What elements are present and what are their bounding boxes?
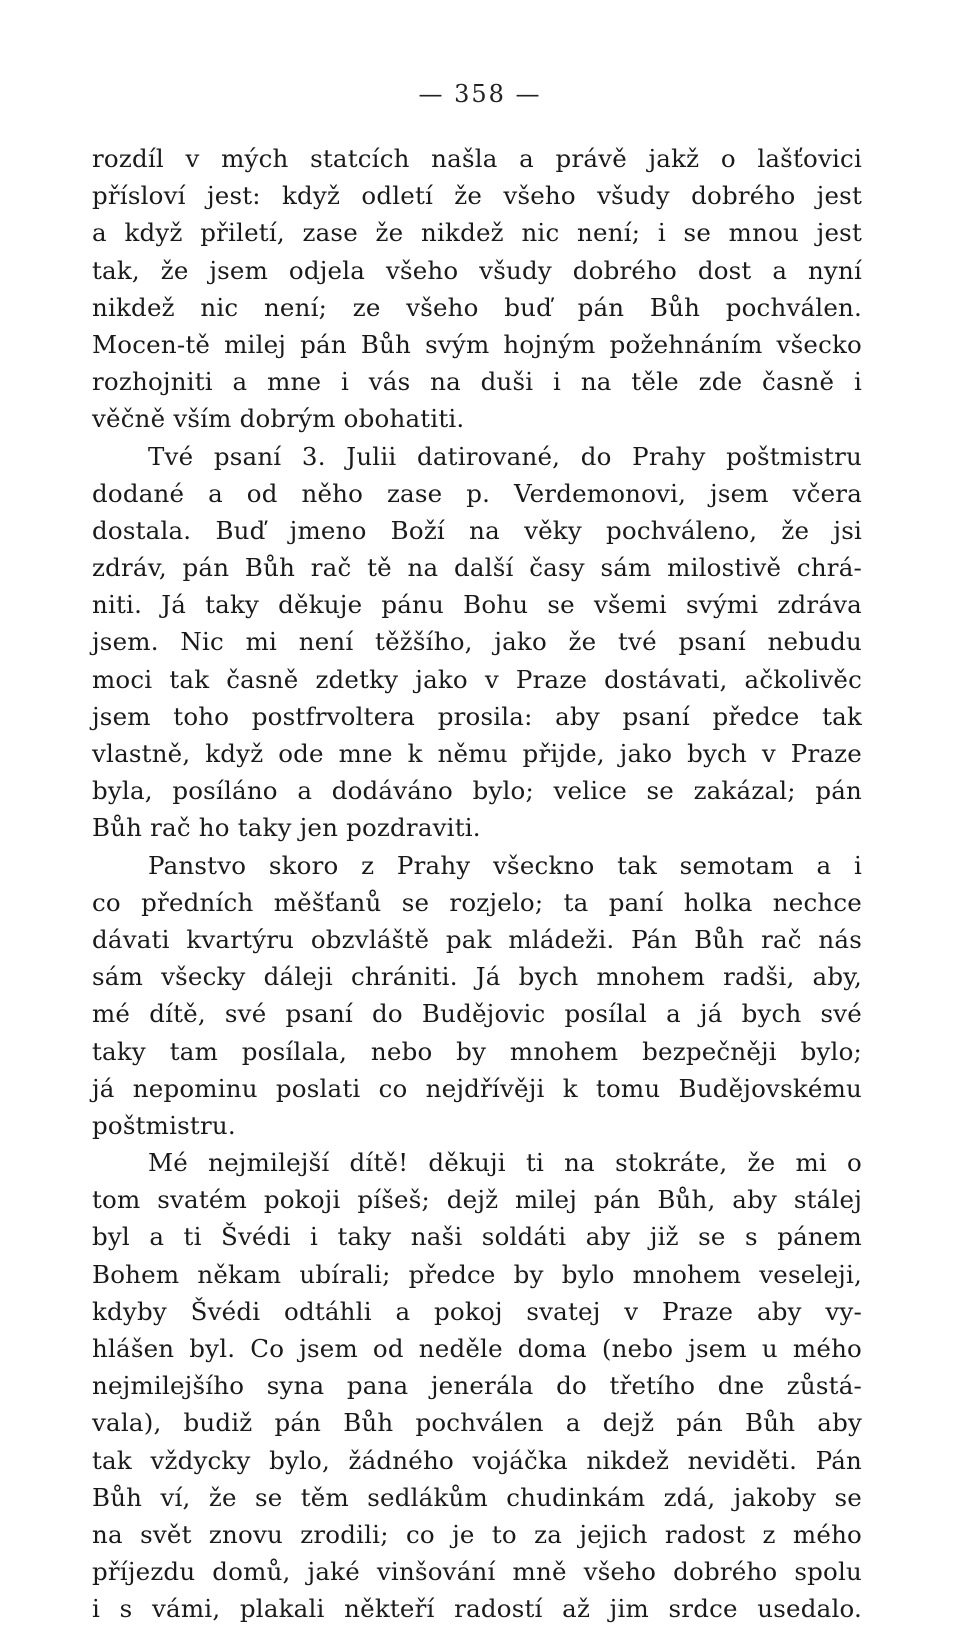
text-line: dodané a od něho zase p. Verdemonovi, jsem včera <box>92 478 862 508</box>
text-line: nejmilejšího syna pana jenerála do třetího dne zůstá- <box>92 1371 862 1401</box>
text-line: moci tak časně zdetky jako v Praze dostávati, ačkolivěc <box>92 664 862 694</box>
text-line: byla, posíláno a dodáváno bylo; velice se zakázal; pán <box>92 776 862 806</box>
text-line: dávati kvartýru obzvláště pak mládeži. Pán Bůh rač nás <box>92 924 862 954</box>
text-line: Mé nejmilejší dítě! děkuji ti na stokráte, že mi o <box>148 1148 862 1178</box>
body-text <box>92 140 862 1628</box>
text-line: tom svatém pokoji píšeš; dejž milej pán Bůh, aby stálej <box>92 1185 862 1215</box>
text-line: rozdíl v mých statcích našla a právě jakž o lašťovici <box>92 144 862 173</box>
text-line: příjezdu domů, jaké vinšování mně všeho dobrého spolu <box>92 1557 862 1587</box>
text-line: rozhojniti a mne i vás na duši i na těle zde časně i <box>92 367 862 397</box>
text-line: taky tam posílala, nebo by mnohem bezpečněji bylo; <box>92 1036 862 1066</box>
text-line: niti. Já taky děkuje pánu Bohu se všemi svými zdráva <box>92 590 862 620</box>
text-line: přísloví jest: když odletí že všeho všudy dobrého jest <box>92 181 862 211</box>
text-line: nikdež nic není; ze všeho buď pán Bůh pochválen. <box>92 292 862 322</box>
text-line: Mocen-tě milej pán Bůh svým hojným požehnáním všecko <box>92 329 862 359</box>
page-number: — 358 — <box>418 80 542 108</box>
text-line: i s vámi, plakali někteří radostí až jim srdce usedalo. <box>92 1594 862 1624</box>
text-line: tak vždycky bylo, žádného vojáčka nikdež neviděti. Pán <box>92 1445 862 1475</box>
text-line: Bůh rač ho taky jen pozdraviti. <box>92 813 481 843</box>
text-line: kdyby Švédi odtáhli a pokoj svatej v Praze aby vy- <box>92 1296 862 1326</box>
text-line: sám všecky dáleji chrániti. Já bych mnohem radši, aby, <box>92 962 862 992</box>
text-line: věčně vším dobrým obohatiti. <box>92 404 465 434</box>
text-line: Bohem někam ubírali; předce by bylo mnohem veseleji, <box>92 1259 862 1289</box>
text-line: a když přiletí, zase že nikdež nic není; i se mnou jest <box>92 218 862 248</box>
text-line: poštmistru. <box>92 1110 236 1140</box>
text-line: jsem toho postfrvoltera prosila: aby psaní předce tak <box>92 701 862 731</box>
text-line: mé dítě, své psaní do Budějovic posílal a já bych své <box>92 999 862 1029</box>
text-line: dostala. Buď jmeno Boží na věky pochváleno, že jsi <box>92 515 862 545</box>
text-line: Panstvo skoro z Prahy všeckno tak semotam a i <box>148 850 862 880</box>
text-line: co předních měšťanů se rozjelo; ta paní holka nechce <box>92 887 862 917</box>
text-line: byl a ti Švédi i taky naši soldáti aby již se s pánem <box>92 1222 862 1252</box>
text-line: vala), budiž pán Bůh pochválen a dejž pán Bůh aby <box>92 1408 862 1438</box>
text-line: tak, že jsem odjela všeho všudy dobrého dost a nyní <box>92 255 862 285</box>
text-line: já nepominu poslati co nejdřívěji k tomu Budějovskému <box>92 1073 862 1103</box>
text-line: na svět znovu zrodili; co je to za jejich radost z mého <box>92 1519 862 1549</box>
text-line: jsem. Nic mi není těžšího, jako že tvé psaní nebudu <box>92 627 862 657</box>
text-line: Tvé psaní 3. Julii datirované, do Prahy poštmistru <box>148 441 862 471</box>
text-line: Bůh ví, že se těm sedlákům chudinkám zdá, jakoby se <box>92 1482 862 1512</box>
text-line: zdráv, pán Bůh rač tě na další časy sám milostivě chrá- <box>92 553 862 583</box>
text-line: hlášen byl. Co jsem od neděle doma (nebo jsem u mého <box>92 1334 862 1363</box>
text-line: vlastně, když ode mne k němu přijde, jako bych v Praze <box>92 739 862 768</box>
